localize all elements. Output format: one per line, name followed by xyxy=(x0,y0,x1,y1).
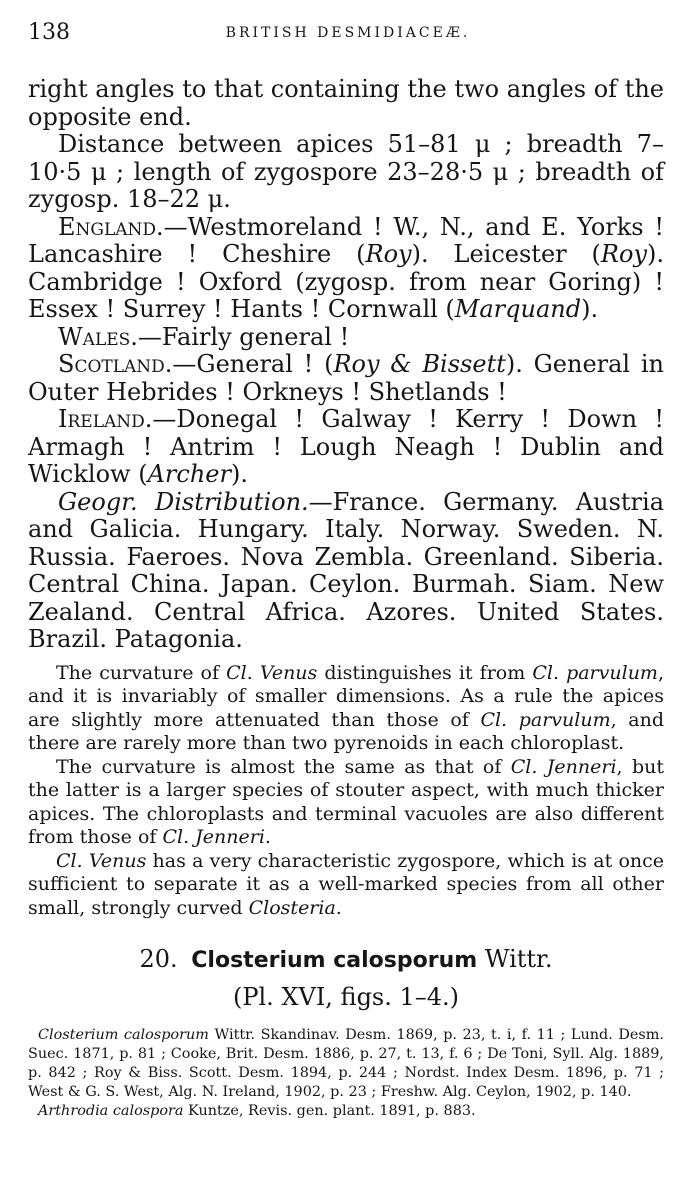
region-label-scotland: Scotland xyxy=(58,350,165,378)
paragraph-scotland: Scotland.—General ! (Roy & Bissett). General in Outer Hebrides ! Orkneys ! Shetlands ! xyxy=(28,350,664,406)
plate-reference: (Pl. XVI, figs. 1–4.) xyxy=(232,983,460,1011)
species-name: Closterium calosporum xyxy=(191,948,478,973)
paragraph-dimensions: Distance between apices 51–81 μ ; breadth 7–10·5 μ ; length of zygospore 23–28·5 μ ; breadth of zygosp. 18–22 μ. xyxy=(28,130,664,213)
paragraph-ireland: Ireland.—Donegal ! Galway ! Kerry ! Down ! Armagh ! Antrim ! Lough Neagh ! Dublin and Wicklow (Archer). xyxy=(28,405,664,488)
description-block xyxy=(28,76,664,654)
species-number: 20. xyxy=(139,945,178,973)
paragraph-description-end: right angles to that containing the two angles of the opposite end. xyxy=(28,75,664,131)
species-heading xyxy=(28,944,664,976)
paragraph-england: England.—Westmoreland ! W., N., and E. Yorks ! Lancashire ! Cheshire (Roy). Leicester (Roy). Cambridge ! Oxford (zygosp. from near Goring) ! Essex ! Surrey ! Hants ! Cornwall (Marquand). xyxy=(28,212,664,323)
remark-paragraph: The curvature of Cl. Venus distinguishes it from Cl. parvulum, and it is invariably of smaller dimensions. As a rule the apices are slightly more attenuated than those of Cl. parvulum, and there are rarely more than two pyrenoids in each chloroplast. xyxy=(28,661,664,754)
page-body xyxy=(28,76,664,1121)
region-label-wales: Wales xyxy=(58,322,131,351)
paragraph-distribution: Geogr. Distribution.—France. Germany. Austria and Galicia. Hungary. Italy. Norway. Sweden. N. Russia. Faeroes. Nova Zembla. Greenland. Siberia. Central China. Japan. Ceylon. Burmah. Siam. New Zealand. Central Africa. Azores. United States. Brazil. Patagonia. xyxy=(28,487,664,653)
region-label-england: England xyxy=(58,212,157,241)
page-header xyxy=(28,20,668,52)
remark-paragraph: Cl. Venus has a very characteristic zygospore, which is at once sufficient to separate it as a well-marked species from all other small, strongly curved Closteria. xyxy=(28,849,665,919)
species-author: Wittr. xyxy=(484,945,553,973)
paragraph-wales: Wales.—Fairly general ! xyxy=(58,322,350,351)
distribution-label: Geogr. Distribution. xyxy=(58,487,309,516)
running-title: BRITISH DESMIDIACEÆ. xyxy=(225,25,471,41)
page-number: 138 xyxy=(28,20,70,45)
remarks-block xyxy=(28,662,664,921)
synonymy-entry: Arthrodia calospora Kuntze, Revis. gen. plant. 1891, p. 883. xyxy=(38,1103,476,1119)
synonymy-entry: Closterium calosporum Wittr. Skandinav. Desm. 1869, p. 23, t. i, f. 11 ; Lund. Desm. Suec. 1871, p. 81 ; Cooke, Brit. Desm. 1886, p. 27, t. 13, f. 6 ; De Toni, Syll. Alg. 1889, p. 842 ; Roy & Biss. Scott. Desm. 1894, p. 244 ; Nordst. Index Desm. 1896, p. 71 ; West & G. S. West, Alg. N. Ireland, 1902, p. 23 ; Freshw. Alg. Ceylon, 1902, p. 140. xyxy=(28,1027,664,1100)
region-label-ireland: Ireland xyxy=(58,405,145,433)
remark-paragraph: The curvature is almost the same as that of Cl. Jenneri, but the latter is a larger species of stouter aspect, with much thicker apices. The chloroplasts and terminal vacuoles are also different from those of Cl. Jenneri. xyxy=(28,755,664,848)
synonymy-block xyxy=(28,1026,664,1121)
